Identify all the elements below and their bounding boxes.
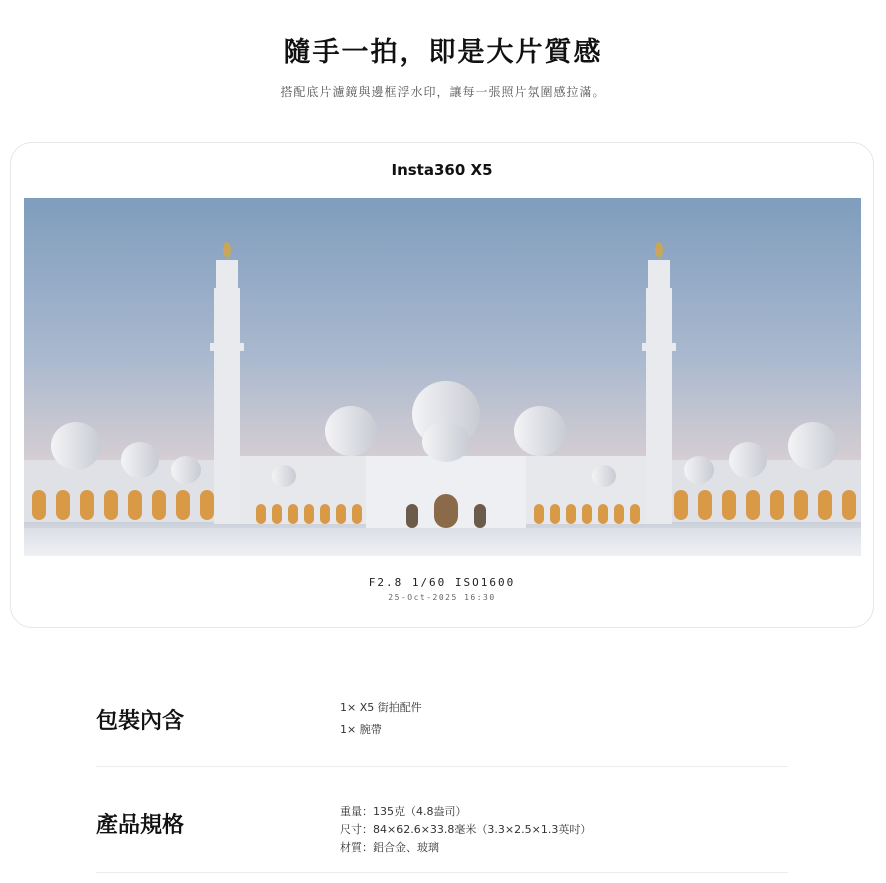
spec-item: 重量：135克（4.8盎司） <box>340 805 467 818</box>
spec-item: 材質：鋁合金、玻璃 <box>340 841 439 854</box>
spec-list <box>340 803 591 857</box>
spec-row-package <box>96 686 788 767</box>
spec-item: 尺寸：84×62.6×33.8毫米（3.3×2.5×1.3英吋） <box>340 823 592 836</box>
exif-date-label: 25-Oct-2025 16:30 <box>388 593 496 602</box>
sample-photo <box>24 198 861 556</box>
spec-heading: 產品規格 <box>96 813 185 838</box>
page-title: 隨手一拍，即是大片質感 <box>283 37 603 68</box>
camera-model-label: Insta360 X5 <box>391 161 493 179</box>
page-subtitle: 搭配底片濾鏡與邊框浮水印，讓每一張照片氛圍感拉滿。 <box>280 85 606 99</box>
exif-settings-label: F2.8 1/60 ISO1600 <box>368 576 516 589</box>
mosque-panorama-image <box>24 198 861 556</box>
spec-item: 1× 腕帶 <box>340 723 382 736</box>
spec-heading: 包裝內含 <box>96 709 185 734</box>
spec-row-specs <box>96 787 788 873</box>
photo-card <box>10 142 874 628</box>
spec-item: 1× X5 街拍配件 <box>340 701 422 714</box>
spec-list <box>340 699 422 739</box>
